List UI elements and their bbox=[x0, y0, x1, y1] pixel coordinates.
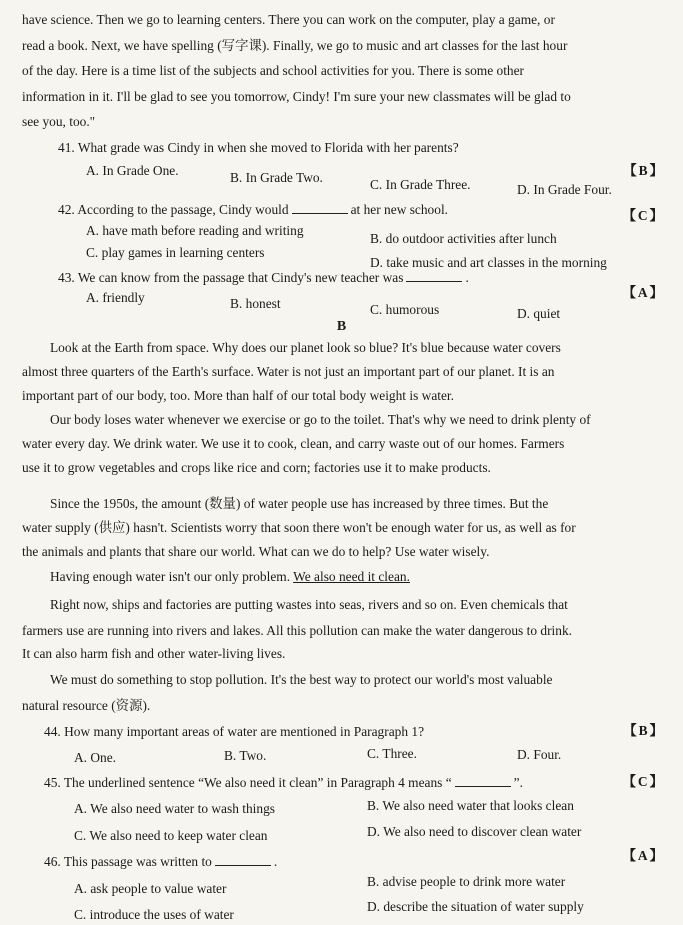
passage-a-line: see you, too." bbox=[22, 114, 96, 129]
question-42-option-d: D. take music and art classes in the morning bbox=[370, 255, 607, 270]
question-44-option-b: B. Two. bbox=[224, 748, 267, 763]
passage-a-line: read a book. Next, we have spelling (写字课). Finally, we go to music and art classes for the last hour bbox=[22, 38, 568, 53]
section-b-title: B bbox=[336, 319, 347, 334]
question-46-stem-after: . bbox=[273, 854, 278, 869]
question-44-option-c: C. Three. bbox=[367, 746, 417, 761]
passage-b-line: Since the 1950s, the amount (数量) of water people use has increased by three times. But the bbox=[50, 496, 549, 511]
question-46-option-d: D. describe the situation of water supply bbox=[367, 899, 584, 914]
question-41-stem: 41. What grade was Cindy in when she moved to Florida with her parents? bbox=[58, 140, 459, 155]
passage-b-line: water every day. We drink water. We use it to cook, clean, and carry waste out of our homes. Farmers bbox=[22, 436, 565, 451]
answer-blank bbox=[406, 269, 462, 282]
question-44-option-a: A. One. bbox=[74, 750, 117, 765]
passage-b-paragraph-4 bbox=[22, 567, 672, 587]
question-41-option-a: A. In Grade One. bbox=[86, 163, 179, 178]
question-43-option-c: C. humorous bbox=[370, 302, 440, 317]
passage-b-line: We must do something to stop pollution. It's the best way to protect our world's most valuable bbox=[50, 672, 553, 687]
passage-b-line: farmers use are running into rivers and lakes. All this pollution can make the water dangerous to drink. bbox=[22, 623, 572, 638]
question-46-option-c: C. introduce the uses of water bbox=[74, 907, 234, 922]
passage-b-line: use it to grow vegetables and crops like rice and corn; factories use it to make products. bbox=[22, 460, 491, 475]
passage-b-line: the animals and plants that share our world. What can we do to help? Use water wisely. bbox=[22, 544, 490, 559]
question-46-answer: 【A】 bbox=[622, 848, 665, 863]
question-45-option-a: A. We also need water to wash things bbox=[74, 801, 275, 816]
question-42-option-a: A. have math before reading and writing bbox=[86, 223, 304, 238]
answer-blank bbox=[455, 774, 511, 787]
passage-b-line: natural resource (资源). bbox=[22, 698, 151, 713]
question-43-answer: 【A】 bbox=[622, 285, 665, 300]
question-42-option-b: B. do outdoor activities after lunch bbox=[370, 231, 557, 246]
question-43-option-d: D. quiet bbox=[517, 306, 561, 321]
question-43-stem-before: 43. We can know from the passage that Cindy's new teacher was bbox=[58, 270, 404, 285]
question-42-answer: 【C】 bbox=[622, 208, 665, 223]
passage-b-line: It can also harm fish and other water-living lives. bbox=[22, 646, 286, 661]
question-45-stem-before: 45. The underlined sentence “We also need it clean” in Paragraph 4 means “ bbox=[44, 775, 452, 790]
question-45-option-d: D. We also need to discover clean water bbox=[367, 824, 582, 839]
passage-a-line: have science. Then we go to learning centers. There you can work on the computer, play a game, or bbox=[22, 12, 555, 27]
answer-blank bbox=[215, 853, 271, 866]
passage-a-line: information in it. I'll be glad to see you tomorrow, Cindy! I'm sure your new classmates will be glad to bbox=[22, 89, 571, 104]
question-43-option-a: A. friendly bbox=[86, 290, 145, 305]
question-45-option-b: B. We also need water that looks clean bbox=[367, 798, 574, 813]
question-43-stem bbox=[58, 268, 683, 288]
paragraph-4-text: Having enough water isn't our only problem. bbox=[50, 569, 291, 584]
question-45-answer: 【C】 bbox=[622, 774, 665, 789]
passage-b-line: Look at the Earth from space. Why does our planet look so blue? It's blue because water covers bbox=[50, 340, 561, 355]
underlined-sentence: We also need it clean. bbox=[293, 569, 410, 584]
question-41-answer: 【B】 bbox=[623, 163, 665, 178]
passage-b-line: almost three quarters of the Earth's surface. Water is not just an important part of our planet. It is an bbox=[22, 364, 555, 379]
question-45-option-c: C. We also need to keep water clean bbox=[74, 828, 268, 843]
question-42-stem-after: at her new school. bbox=[350, 202, 449, 217]
question-45-stem-after: ”. bbox=[513, 775, 523, 790]
question-44-option-d: D. Four. bbox=[517, 747, 562, 762]
passage-b-line: water supply (供应) hasn't. Scientists worry that soon there won't be enough water for us, as well as for bbox=[22, 520, 576, 535]
passage-b-line: Our body loses water whenever we exercise or go to the toilet. That's why we need to drink plenty of bbox=[50, 412, 591, 427]
question-45-stem bbox=[44, 773, 683, 793]
question-46-option-a: A. ask people to value water bbox=[74, 881, 227, 896]
answer-blank bbox=[292, 201, 348, 214]
question-44-answer: 【B】 bbox=[623, 723, 665, 738]
passage-b-line: Right now, ships and factories are putting wastes into seas, rivers and so on. Even chemicals that bbox=[50, 597, 568, 612]
question-41-option-b: B. In Grade Two. bbox=[230, 170, 323, 185]
question-43-stem-after: . bbox=[465, 270, 469, 285]
question-46-option-b: B. advise people to drink more water bbox=[367, 874, 566, 889]
question-46-stem bbox=[44, 852, 683, 872]
question-44-stem: 44. How many important areas of water are mentioned in Paragraph 1? bbox=[44, 724, 425, 739]
question-42-option-c: C. play games in learning centers bbox=[86, 245, 265, 260]
question-41-option-d: D. In Grade Four. bbox=[517, 182, 612, 197]
passage-a-line: of the day. Here is a time list of the subjects and school activities for you. There is some other bbox=[22, 63, 525, 78]
passage-b-line: important part of our body, too. More than half of our total body weight is water. bbox=[22, 388, 455, 403]
question-41-option-c: C. In Grade Three. bbox=[370, 177, 471, 192]
question-42-stem-before: 42. According to the passage, Cindy would bbox=[58, 202, 289, 217]
question-43-option-b: B. honest bbox=[230, 296, 281, 311]
question-42-stem bbox=[58, 200, 683, 220]
question-46-stem-before: 46. This passage was written to bbox=[44, 854, 212, 869]
